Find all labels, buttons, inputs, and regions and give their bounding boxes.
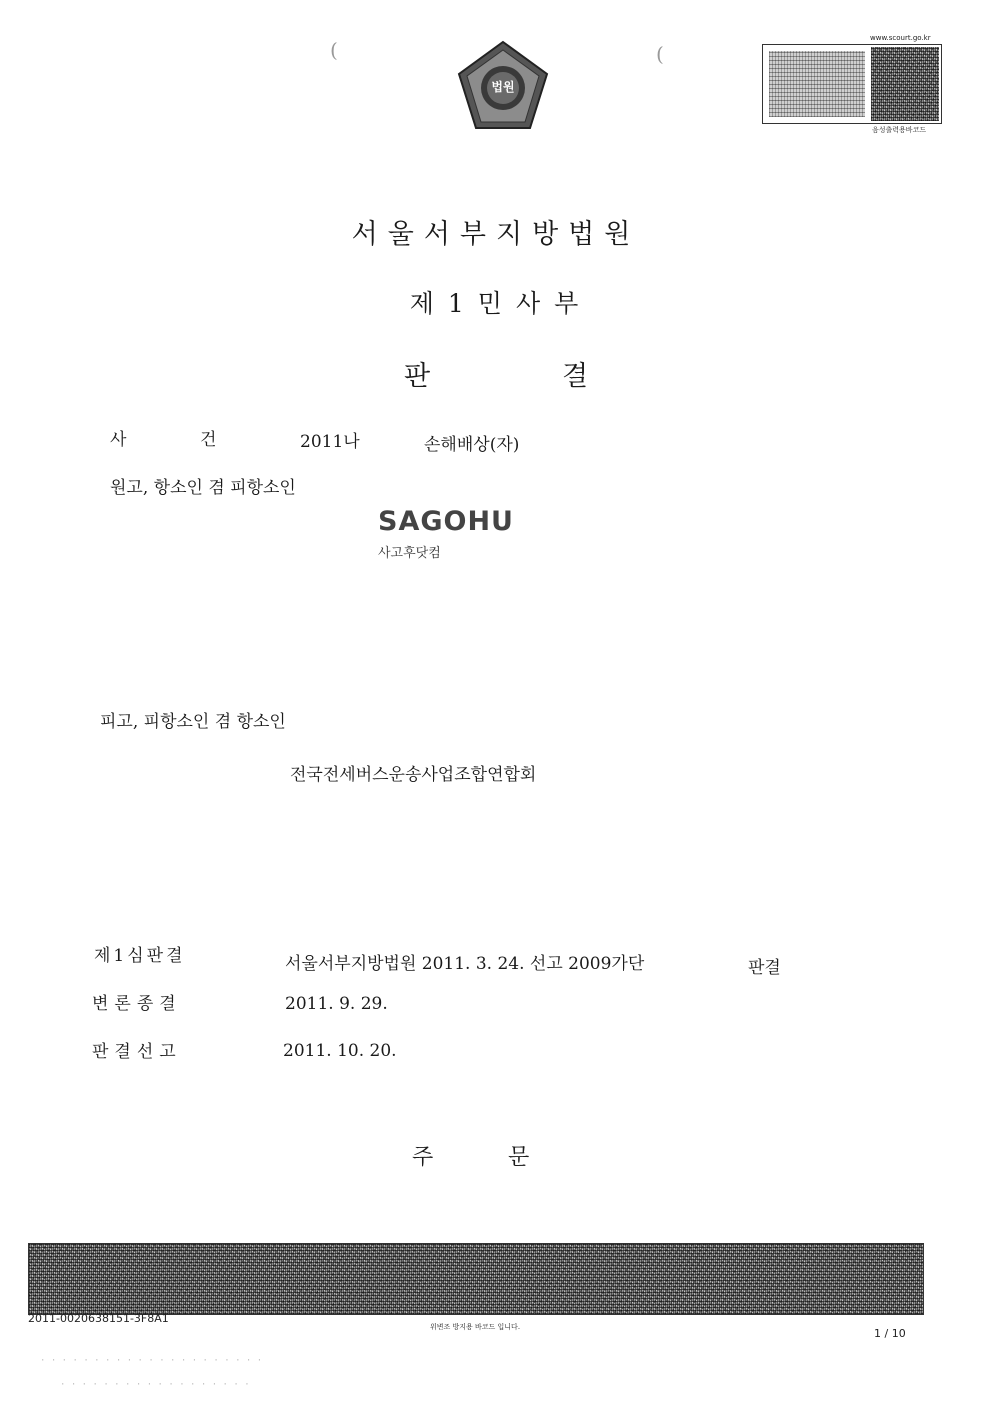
plaintiff-name: 사고후닷컴 (378, 546, 441, 561)
case-label-b: 건 (200, 430, 217, 450)
doc-type-right: 결 (562, 361, 589, 392)
emblem-label: 법원 (491, 80, 515, 94)
defendant-name: 전국전세버스운송사업조합연합회 (290, 765, 537, 785)
barcode-notice: 위변조 방지용 바코드 입니다. (430, 1323, 521, 1331)
barcode-url: www.scourt.go.kr (870, 34, 931, 42)
page-indicator: 1 / 10 (874, 1327, 906, 1340)
info-value-first-instance: 서울서부지방법원 2011. 3. 24. 선고 2009가단 (285, 954, 645, 974)
info-label-ruling: 판결선고 (92, 1042, 182, 1062)
plaintiff-logo: SAGOHU (378, 506, 514, 537)
plaintiff-role: 원고, 항소인 겸 피항소인 (110, 478, 296, 498)
order-heading-right: 문 (508, 1145, 530, 1170)
case-number: 2011나 (300, 432, 360, 452)
defendant-role: 피고, 피항소인 겸 항소인 (100, 712, 286, 732)
document-id: 2011-0020638151-3F8A1 (28, 1312, 169, 1325)
case-title: 손해배상(자) (424, 435, 520, 455)
case-label-a: 사 (110, 430, 127, 450)
info-suffix-first-instance: 판결 (748, 958, 781, 978)
info-value-closing: 2011. 9. 29. (285, 994, 388, 1014)
qr-code-icon (871, 47, 939, 121)
scan-noise: · · · · · · · · · · · · · · · · · · (60, 1380, 250, 1390)
court-name: 서울서부지방법원 (351, 219, 641, 250)
order-heading-left: 주 (412, 1145, 434, 1170)
division-name: 제1민사부 (409, 289, 593, 318)
barcode-caption: 음성출력용바코드 (872, 126, 927, 134)
info-label-first-instance: 제1심판결 (94, 946, 186, 966)
scan-noise: · · · · · · · · · · · · · · · · · · · · · (40, 1356, 263, 1366)
scan-mark: ( (330, 38, 338, 62)
barcode-text-area (769, 51, 865, 117)
anti-forgery-barcode (28, 1243, 924, 1315)
info-value-ruling: 2011. 10. 20. (283, 1041, 397, 1061)
doc-type-left: 판 (404, 361, 431, 392)
info-label-closing: 변론종결 (92, 994, 182, 1014)
scan-mark: ( (656, 42, 664, 66)
court-emblem (455, 38, 551, 134)
voice-barcode (762, 44, 942, 124)
